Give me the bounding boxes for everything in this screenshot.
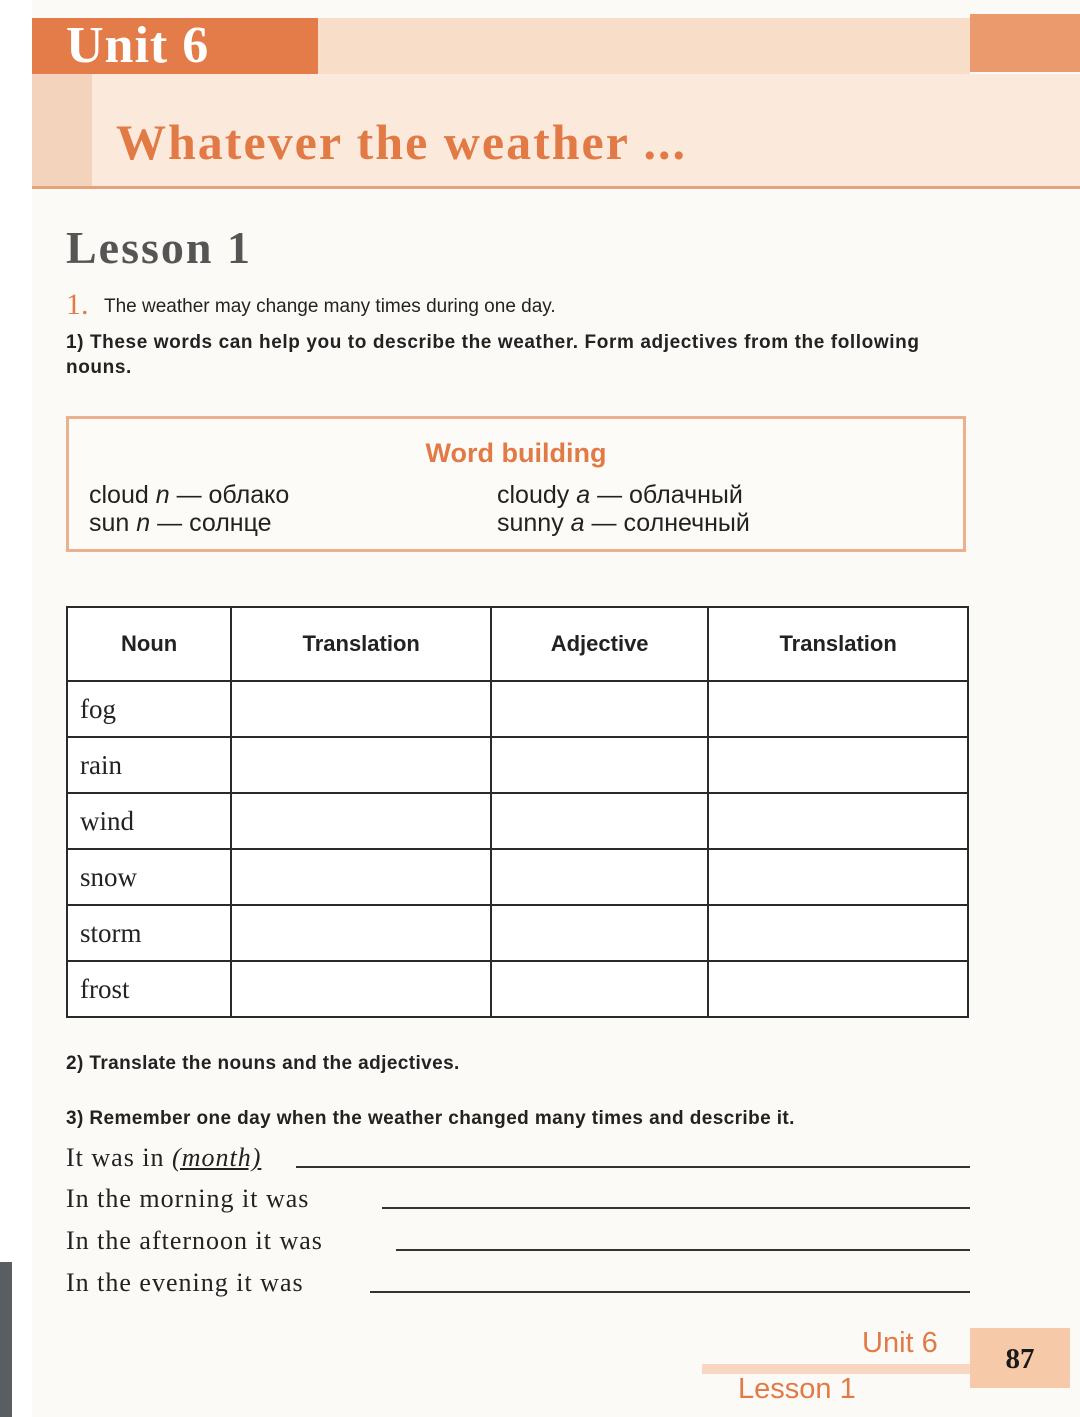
answer-cell[interactable] [491,681,708,737]
noun-cell: wind [67,793,231,849]
exercise-number: 1. [66,288,89,321]
unit-label: Unit 6 [66,17,210,74]
entry-word: sunny [497,509,564,537]
exercise-intro: The weather may change many times during one day. [104,296,556,317]
entry-word: cloud [89,481,149,509]
table-row [67,793,968,849]
entry-dash: — [597,481,623,509]
answer-cell[interactable] [491,905,708,961]
word-building-entry [497,481,743,509]
vocabulary-table [66,606,969,1018]
word-building-box [66,416,966,552]
prompt-hint: (month) [172,1143,262,1172]
answer-cell[interactable] [708,905,968,961]
table-row [67,849,968,905]
answer-line-morning[interactable] [382,1207,970,1209]
prompt-text: In the evening it was [66,1268,304,1297]
word-building-entry [89,509,272,537]
answer-cell[interactable] [708,737,968,793]
answer-cell[interactable] [231,737,491,793]
noun-cell: rain [67,737,231,793]
page-margin [0,0,32,1417]
column-header-translation: Translation [231,607,491,681]
word-building-entry [497,509,750,537]
table-header-row [67,607,968,681]
answer-cell[interactable] [231,849,491,905]
entry-pos: a [576,481,591,509]
entry-pos: n [136,509,151,537]
prompt-afternoon [66,1226,323,1256]
footer-lesson-label: Lesson 1 [738,1373,856,1405]
column-header-adjective: Adjective [491,607,708,681]
noun-cell: fog [67,681,231,737]
chapter-title-band-shade [32,74,92,188]
prompt-text: In the morning it was [66,1184,310,1213]
table-row [67,905,968,961]
header-corner-block [970,14,1080,72]
entry-dash: — [157,509,183,537]
noun-cell: snow [67,849,231,905]
entry-dash: — [591,509,617,537]
entry-word: cloudy [497,481,570,509]
task-3-instruction: 3) Remember one day when the weather changed many times and describe it. [66,1108,795,1129]
answer-cell[interactable] [491,793,708,849]
answer-cell[interactable] [708,849,968,905]
task-1-instruction: 1) These words can help you to describe the weather. Form adjectives from the following nouns. [66,332,920,378]
answer-cell[interactable] [491,961,708,1017]
prompt-evening [66,1268,304,1298]
entry-translation: солнце [189,509,272,537]
entry-translation: облако [208,481,290,509]
answer-cell[interactable] [231,793,491,849]
chapter-title-divider [32,186,1080,189]
answer-cell[interactable] [491,737,708,793]
noun-cell: storm [67,905,231,961]
answer-cell[interactable] [708,961,968,1017]
answer-line-afternoon[interactable] [396,1249,970,1251]
answer-cell[interactable] [231,905,491,961]
page-number: 87 [1005,1343,1035,1375]
answer-line-evening[interactable] [370,1291,970,1293]
prompt-text: In the afternoon it was [66,1226,323,1255]
chapter-title: Whatever the weather ... [116,114,688,170]
table-row [67,681,968,737]
column-header-noun: Noun [67,607,231,681]
answer-line-month[interactable] [296,1166,970,1168]
entry-translation: солнечный [623,509,750,537]
answer-cell[interactable] [491,849,708,905]
answer-cell[interactable] [708,793,968,849]
entry-word: sun [89,509,130,537]
footer-unit-label: Unit 6 [862,1327,938,1359]
answer-cell[interactable] [231,681,491,737]
table-row [67,961,968,1017]
task-2-instruction: 2) Translate the nouns and the adjectives. [66,1053,460,1074]
column-header-translation: Translation [708,607,968,681]
page-margin-lower [12,1262,32,1417]
entry-pos: a [570,509,585,537]
word-building-title: Word building [425,438,607,468]
word-building-entry [89,481,289,509]
prompt-text: It was in [66,1143,165,1172]
answer-cell[interactable] [231,961,491,1017]
entry-pos: n [155,481,170,509]
entry-dash: — [176,481,202,509]
table-row [67,737,968,793]
noun-cell: frost [67,961,231,1017]
lesson-heading: Lesson 1 [66,222,252,273]
header-stripe [318,18,970,74]
prompt-month [66,1143,261,1173]
prompt-morning [66,1184,309,1214]
entry-translation: облачный [629,481,743,509]
answer-cell[interactable] [708,681,968,737]
